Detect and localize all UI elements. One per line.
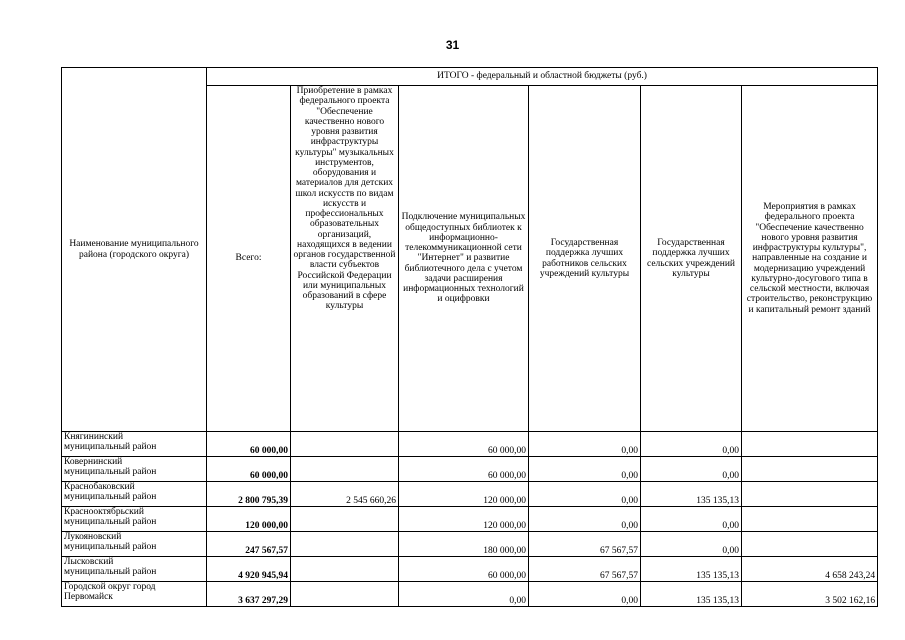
page-number: 31 (445, 38, 460, 52)
district-name-line: Краснобаковский (64, 482, 135, 492)
district-name-cell (62, 482, 207, 507)
cell-best-workers: 67 567,57 (529, 532, 641, 557)
cell-libraries: 0,00 (399, 582, 529, 607)
district-name-line: муниципальный район (64, 442, 157, 453)
cell-best-institutions: 0,00 (641, 507, 742, 532)
cell-best-workers: 0,00 (529, 582, 641, 607)
cell-libraries: 180 000,00 (399, 532, 529, 557)
cell-instruments (291, 432, 399, 457)
cell-libraries: 60 000,00 (399, 457, 529, 482)
district-name-cell (62, 557, 207, 582)
district-name-line: Княгининский (64, 432, 124, 442)
cell-total: 4 920 945,94 (207, 557, 291, 582)
district-name-line: Краснооктябрьский (64, 507, 144, 517)
cell-best-institutions: 135 135,13 (641, 582, 742, 607)
column-header-libraries: Подключение муниципальных общедоступных библиотек к информационно-телекоммуникационной сети "Интернет" и развитие библиотечного дела с учетом задачи расширения информационных технологий и оцифровки (399, 86, 529, 432)
cell-best-workers: 0,00 (529, 482, 641, 507)
table-row (62, 482, 878, 507)
table-row (62, 507, 878, 532)
cell-libraries: 60 000,00 (399, 557, 529, 582)
district-name-line: муниципальный район (64, 492, 157, 503)
district-name-cell (62, 457, 207, 482)
table-row (62, 557, 878, 582)
cell-instruments (291, 557, 399, 582)
column-header-best-institutions: Государственная поддержка лучших сельских учреждений культуры (641, 86, 742, 432)
group-header: ИТОГО - федеральный и областной бюджеты (руб.) (207, 68, 878, 86)
cell-cultural-centers (742, 432, 878, 457)
cell-total: 60 000,00 (207, 432, 291, 457)
district-name-cell (62, 532, 207, 557)
column-header-name: Наименование муниципального района (городского округа) (62, 68, 207, 432)
cell-total: 2 800 795,39 (207, 482, 291, 507)
district-name-line: Лукояновский (64, 532, 122, 542)
district-name-cell (62, 432, 207, 457)
cell-cultural-centers (742, 532, 878, 557)
table-row (62, 532, 878, 557)
cell-total: 3 637 297,29 (207, 582, 291, 607)
column-header-total: Всего: (207, 86, 291, 432)
cell-cultural-centers (742, 457, 878, 482)
cell-best-workers: 0,00 (529, 457, 641, 482)
cell-cultural-centers: 3 502 162,16 (742, 582, 878, 607)
cell-cultural-centers: 4 658 243,24 (742, 557, 878, 582)
cell-cultural-centers (742, 507, 878, 532)
cell-libraries: 120 000,00 (399, 507, 529, 532)
cell-libraries: 60 000,00 (399, 432, 529, 457)
cell-libraries: 120 000,00 (399, 482, 529, 507)
district-name-line: муниципальный район (64, 467, 157, 478)
district-name-line: Первомайск (64, 592, 113, 603)
cell-instruments (291, 532, 399, 557)
cell-best-workers: 67 567,57 (529, 557, 641, 582)
cell-instruments (291, 457, 399, 482)
cell-cultural-centers (742, 482, 878, 507)
district-name-line: муниципальный район (64, 517, 157, 528)
cell-instruments: 2 545 660,26 (291, 482, 399, 507)
cell-best-institutions: 135 135,13 (641, 482, 742, 507)
cell-instruments (291, 582, 399, 607)
district-name-line: Лысковский (64, 557, 114, 567)
budget-table (61, 67, 878, 607)
table-row (62, 582, 878, 607)
table-row (62, 432, 878, 457)
district-name-cell (62, 582, 207, 607)
cell-total: 120 000,00 (207, 507, 291, 532)
district-name-line: муниципальный район (64, 542, 157, 553)
district-name-line: Ковернинский (64, 457, 123, 467)
table-row (62, 457, 878, 482)
cell-best-workers: 0,00 (529, 507, 641, 532)
cell-instruments (291, 507, 399, 532)
district-name-line: Городской округ город (64, 582, 156, 592)
cell-best-workers: 0,00 (529, 432, 641, 457)
cell-best-institutions: 0,00 (641, 532, 742, 557)
column-header-cultural-centers: Мероприятия в рамках федерального проекта "Обеспечение качественно нового уровня развития инфраструктуры культуры", направленные на создание и модернизацию учреждений культурно-досугового типа в сельской местности, включая строительство, реконструкцию и капитальный ремонт зданий (742, 86, 878, 432)
cell-best-institutions: 135 135,13 (641, 557, 742, 582)
column-header-best-workers: Государственная поддержка лучших работников сельских учреждений культуры (529, 86, 641, 432)
cell-total: 60 000,00 (207, 457, 291, 482)
cell-total: 247 567,57 (207, 532, 291, 557)
district-name-line: муниципальный район (64, 567, 157, 578)
cell-best-institutions: 0,00 (641, 457, 742, 482)
cell-best-institutions: 0,00 (641, 432, 742, 457)
column-header-instruments: Приобретение в рамках федерального проекта "Обеспечение качественно нового уровня развития инфраструктуры культуры" музыкальных инструментов, оборудования и материалов для детских школ искусств по видам искусств и профессиональных образовательных организаций, находящихся в ведении органов государственной власти субъектов Российской Федерации или муниципальных образований в сфере культуры (291, 86, 399, 432)
district-name-cell (62, 507, 207, 532)
